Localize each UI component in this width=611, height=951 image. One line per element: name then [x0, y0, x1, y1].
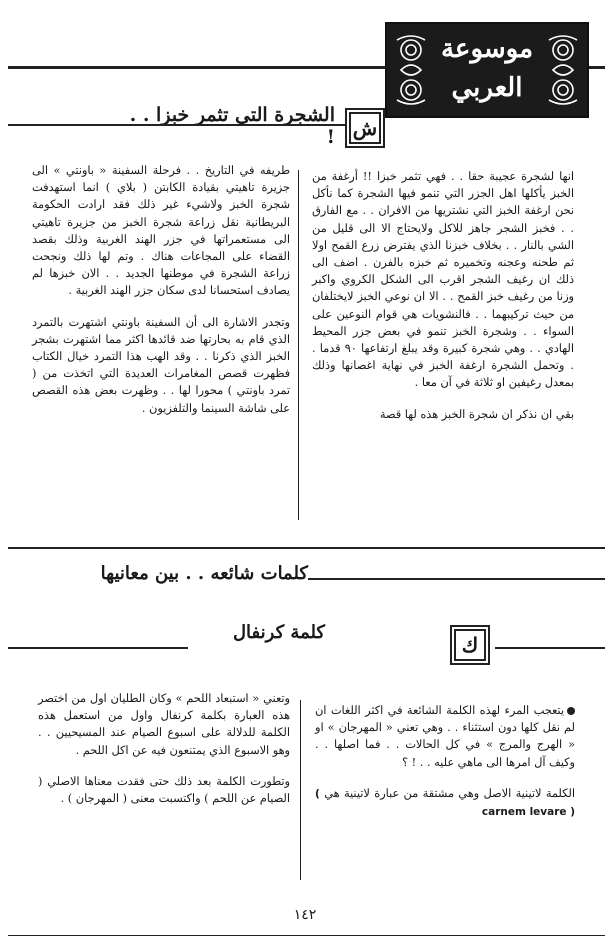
article-title: كلمة كرنفال [232, 622, 325, 643]
ornament-icon [545, 32, 581, 108]
paragraph-text: الكلمة لاتينية الاصل وهي مشتقة من عبارة لاتينية هي [324, 786, 575, 800]
paragraph: وتجدر الاشارة الى أن السفينة باونتي اشتهرت بالتمرد الذي قام به بحارتها ضد قائدها اكثر مما اشتهرت بشجر الخبز الذي ذكرنا . . وقد الهب هذا التمرد خيال الكتاب فظهرت قصص المغامرات العديدة التي اتخذت من ( تمرد باونتي ) محورا لها . . وظهرت بعض هذه القصص على شاشة السينما والتلفزيون . [32, 315, 290, 415]
paragraph: وتعني « استبعاد اللحم » وكان الطليان اول من اختصر هذه العبارة بكلمة كرنفال واول من استعمل هذه الكلمة للدلالة على اسبوع الصيام عند المسيحيين . . وهو الاسبوع الذي يمتنعون فيه عن اكل اللحم . [38, 692, 290, 757]
paragraph-text: يتعجب المرء لهذه الكلمة الشائعة في اكثر اللغات ان لم نقل كلها دون استثناء . . وهي تعني « المهرجان » او « الهرج والمرج » في كل الحالات . . فما اصلها . . وكيف آل امرها الى ماهي عليه . . ! ؟ [315, 704, 575, 769]
article-column-right [315, 702, 575, 835]
paragraph: بقي ان نذكر ان شجرة الخبز هذه لها قصة [379, 407, 574, 421]
logo-line-1: موسوعة [440, 34, 534, 64]
article-title: الشجرة التي تثمر خبزا . . ! [129, 104, 335, 148]
title-rule [8, 647, 188, 649]
article-column-left [38, 690, 290, 821]
logo-line-2: العربي [451, 73, 523, 103]
header-rule [8, 66, 385, 69]
emblem-letter: ش [349, 112, 381, 144]
footer-rule [8, 935, 605, 936]
magazine-logo [385, 22, 589, 118]
logo-text [431, 30, 543, 108]
title-rule [495, 647, 605, 649]
paragraph: طريفه في التاريخ . . فرحلة السفينة « باونتي » الى جزيرة تاهيتي بقيادة الكابتن ( بلاي ) انما استهدفت شجرة الخبز ولاشيء غير ذلك فقد ارادت الحكومة البريطانية نقل زراعة شجرة الخبز من جزيرة تاهيتي الى مستعمراتها في جزر الهند الغربية وذلك بقصد القضاء على المجاعات هناك . وتم لها ذلك ونجحت زراعة الشجرة في موطنها الجديد . . الان خبزها لم يصادف استحسانا لدى سكان جزر الهند الغربية . [32, 164, 290, 298]
section-emblem [450, 625, 490, 665]
article-column-right [312, 168, 574, 437]
column-divider [300, 700, 301, 880]
ornament-icon [393, 32, 429, 108]
heading-rule [308, 578, 605, 580]
column-divider [298, 170, 299, 520]
paragraph: انها لشجرة عجيبة حقا . . فهي تثمر خبزا !! أرغفة من الخبز يأكلها اهل الجزر التي تنمو فيها الشجرة كما نأكل نحن ارغفة الخبز التي نشتريها من الافران . . مع الفارق . . فخبز الشجر جاهز للاكل ولايحتاج الا الى قليل من الشي بالنار . . بخلاف خبزنا الذي يفترض زرع القمح اولا ثم طحنه وعجنه وتخميره ثم خبزه بالفرن . اضف الى ذلك ان رغيف الشجر اقرب الى الشكل الكروي واكبر وزنا من رغيف خبز القمح . . الا ان نوعي الخبز لايختلفان من حيث تركيبهما . . فالنشويات هي قوام النوعين على السواء . . وشجرة الخبز تنمو في بعض جزر المحيط الهادي . . وهي شجرة كبيرة وقد يبلغ ارتفاعها ٩٠ قدما . . وتحمل الشجرة ارغفة الخبز في نهاية اغصانها وذلك بمعدل رغيفين او ثلاثة في آن معا . [312, 170, 574, 390]
emblem-letter: ك [454, 629, 486, 661]
latin-phrase: ( carnem levare ) [315, 787, 575, 819]
paragraph: وتطورت الكلمة بعد ذلك حتى فقدت معناها الاصلي ( الصيام عن اللحم ) واكتسبت معنى ( المهرجان ) . [38, 774, 290, 806]
paragraph [315, 702, 575, 771]
bullet-icon [567, 707, 575, 715]
title-rule [8, 124, 345, 126]
section-heading: كلمات شائعه . . بين معانيها [100, 563, 308, 584]
paragraph [315, 785, 575, 821]
article-column-left [32, 162, 290, 431]
page-number: ١٤٢ [293, 907, 317, 923]
section-emblem [345, 108, 385, 148]
section-divider [8, 547, 605, 549]
